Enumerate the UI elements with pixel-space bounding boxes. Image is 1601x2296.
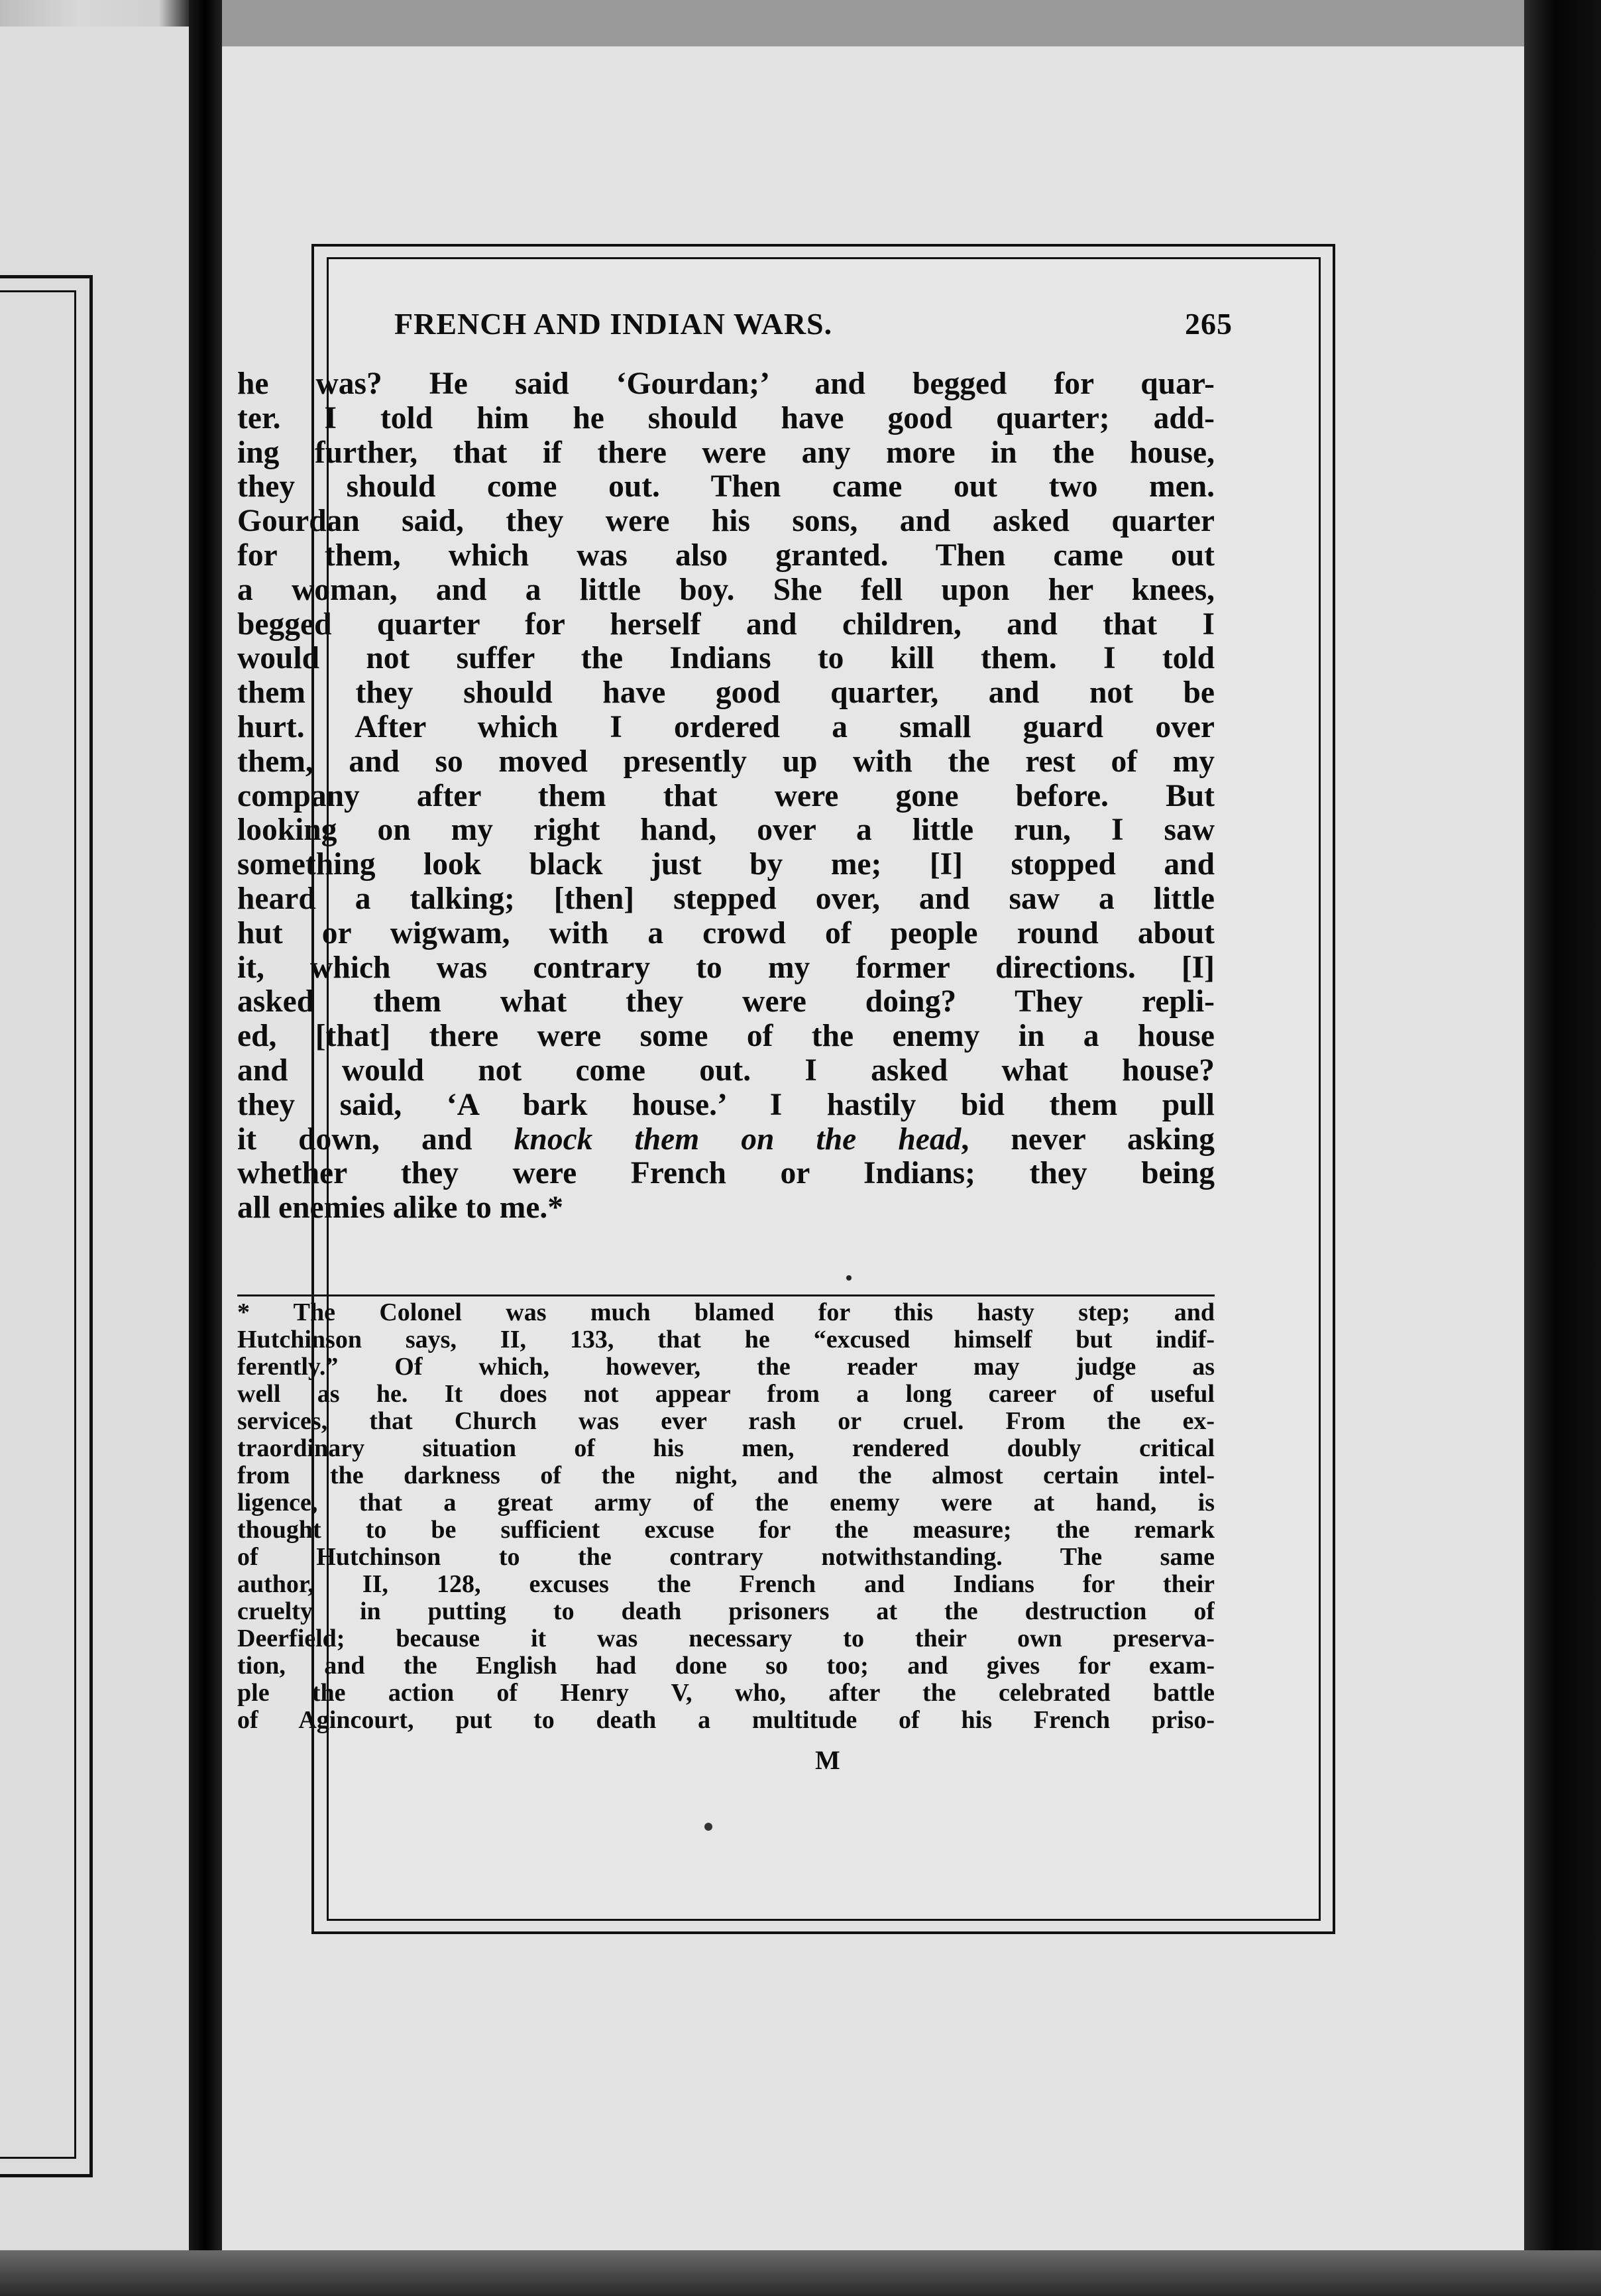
footnote-line: of Agincourt, put to death a multitude of his French priso- xyxy=(237,1707,1215,1734)
italic-phrase: knock them on the head xyxy=(514,1122,962,1157)
footnote xyxy=(237,1299,1215,1734)
text-line: ed, [that] there were some of the enemy in a house xyxy=(237,1019,1215,1054)
text-line: begged quarter for herself and children, and that I xyxy=(237,607,1215,642)
footnote-line: of Hutchinson to the contrary notwithstanding. The same xyxy=(237,1544,1215,1571)
text-line: looking on my right hand, over a little run, I saw xyxy=(237,813,1215,848)
text-line: they should come out. Then came out two men. xyxy=(237,470,1215,504)
text-line: all enemies alike to me.* xyxy=(237,1191,564,1226)
text-line: for them, which was also granted. Then came out xyxy=(237,538,1215,573)
footnote-line: * The Colonel was much blamed for this hasty step; and xyxy=(237,1299,1215,1326)
running-head-title: FRENCH AND INDIAN WARS. xyxy=(394,307,833,341)
footnote-line: cruelty in putting to death prisoners at the destruction of xyxy=(237,1598,1215,1625)
footnote-line: Deerfield; because it was necessary to their own preserva- xyxy=(237,1625,1215,1652)
main-text xyxy=(237,367,1215,1226)
text-line: them they should have good quarter, and not be xyxy=(237,676,1215,711)
running-head xyxy=(219,306,1233,353)
text-line: heard a talking; [then] stepped over, and saw a little xyxy=(237,882,1215,916)
previous-page-frame-inner xyxy=(0,290,76,2159)
previous-page-edge xyxy=(0,27,189,2267)
text-line: and would not come out. I asked what house? xyxy=(237,1053,1215,1088)
page-number: 265 xyxy=(1185,307,1233,341)
text-line: it down, and knock them on the head, never asking xyxy=(237,1122,1215,1157)
text-line: he was? He said ‘Gourdan;’ and begged for quar- xyxy=(237,367,1215,401)
footnote-line: from the darkness of the night, and the almost certain intel- xyxy=(237,1462,1215,1489)
signature-mark: M xyxy=(815,1745,840,1775)
footnote-line: traordinary situation of his men, rendered doubly critical xyxy=(237,1435,1215,1462)
footnote-line: thought to be sufficient excuse for the measure; the remark xyxy=(237,1517,1215,1544)
ink-speck xyxy=(704,1823,712,1831)
text-line: something look black just by me; [I] stopped and xyxy=(237,848,1215,882)
text-line: a woman, and a little boy. She fell upon her knees, xyxy=(237,573,1215,607)
text-line: hurt. After which I ordered a small guard over xyxy=(237,710,1215,744)
text-line: them, and so moved presently up with the rest of my xyxy=(237,744,1215,779)
footnote-line: ligence, that a great army of the enemy were at hand, is xyxy=(237,1489,1215,1517)
text-line: whether they were French or Indians; they being xyxy=(237,1157,1215,1191)
text-line: would not suffer the Indians to kill them. I told xyxy=(237,642,1215,676)
ink-speck xyxy=(846,1275,852,1281)
footnote-line: Hutchinson says, II, 133, that he “excused himself but indif- xyxy=(237,1326,1215,1353)
text-line: they said, ‘A bark house.’ I hastily bid them pull xyxy=(237,1088,1215,1122)
scan-background-right xyxy=(1524,0,1601,2296)
text-line: Gourdan said, they were his sons, and asked quarter xyxy=(237,504,1215,539)
text-line: ter. I told him he should have good quarter; add- xyxy=(237,401,1215,435)
book-gutter xyxy=(189,0,222,2296)
text-line: it, which was contrary to my former directions. [I] xyxy=(237,950,1215,985)
text-line: company after them that were gone before. But xyxy=(237,779,1215,813)
scan-background-bottom xyxy=(0,2250,1601,2296)
footnote-line: ferently.” Of which, however, the reader may judge as xyxy=(237,1353,1215,1381)
footnote-line: author, II, 128, excuses the French and Indians for their xyxy=(237,1571,1215,1598)
footnote-line: tion, and the English had done so too; and gives for exam- xyxy=(237,1652,1215,1680)
footnote-line: services, that Church was ever rash or cruel. From the ex- xyxy=(237,1408,1215,1435)
footnote-line: well as he. It does not appear from a long career of useful xyxy=(237,1381,1215,1408)
footnote-line: ple the action of Henry V, who, after the celebrated battle xyxy=(237,1680,1215,1707)
text-line: asked them what they were doing? They repli- xyxy=(237,985,1215,1019)
footnote-rule xyxy=(237,1294,1215,1296)
text-line: ing further, that if there were any more in the house, xyxy=(237,435,1215,470)
text-line: hut or wigwam, with a crowd of people round about xyxy=(237,916,1215,950)
